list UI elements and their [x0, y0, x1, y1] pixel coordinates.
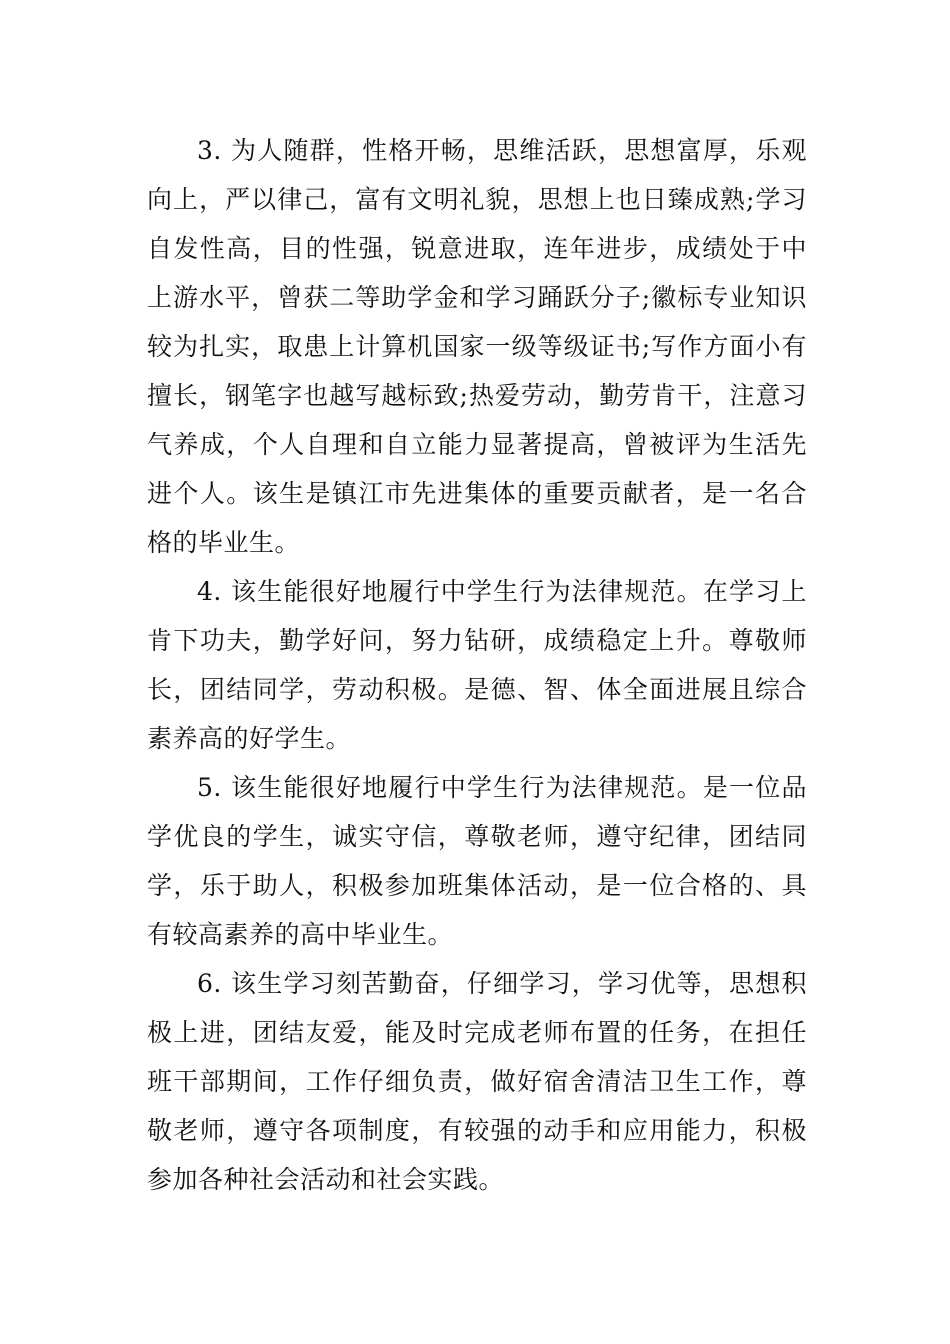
- paragraph-3: 3. 为人随群，性格开畅，思维活跃，思想富厚，乐观向上，严以律己，富有文明礼貌，思想上也日臻成熟;学习自发性高，目的性强，锐意进取，连年进步，成绩处于中上游水平，曾获二等助学金和学习踊跃分子;徽标专业知识较为扎实，取患上计算机国家一级等级证书;写作方面小有擅长，钢笔字也越写越标致;热爱劳动，勤劳肯干，注意习气养成，个人自理和自立能力显著提高，曾被评为生活先进个人。该生是镇江市先进集体的重要贡献者，是一名合格的毕业生。: [147, 136, 807, 557]
- paragraph-4: 4. 该生能很好地履行中学生行为法律规范。在学习上肯下功夫，勤学好问，努力钻研，成绩稳定上升。尊敬师长，团结同学，劳动积极。是德、智、体全面进展且综合素养高的好学生。: [147, 577, 807, 753]
- paragraph-6: 6. 该生学习刻苦勤奋，仔细学习，学习优等，思想积极上进，团结友爱，能及时完成老师布置的任务，在担任班干部期间，工作仔细负责，做好宿舍清洁卫生工作，尊敬老师，遵守各项制度，有较强的动手和应用能力，积极参加各种社会活动和社会实践。: [147, 969, 807, 1194]
- paragraph-5: 5. 该生能很好地履行中学生行为法律规范。是一位品学优良的学生，诚实守信，尊敬老师，遵守纪律，团结同学，乐于助人，积极参加班集体活动，是一位合格的、具有较高素养的高中毕业生。: [147, 773, 807, 949]
- document-body: [147, 126, 807, 1204]
